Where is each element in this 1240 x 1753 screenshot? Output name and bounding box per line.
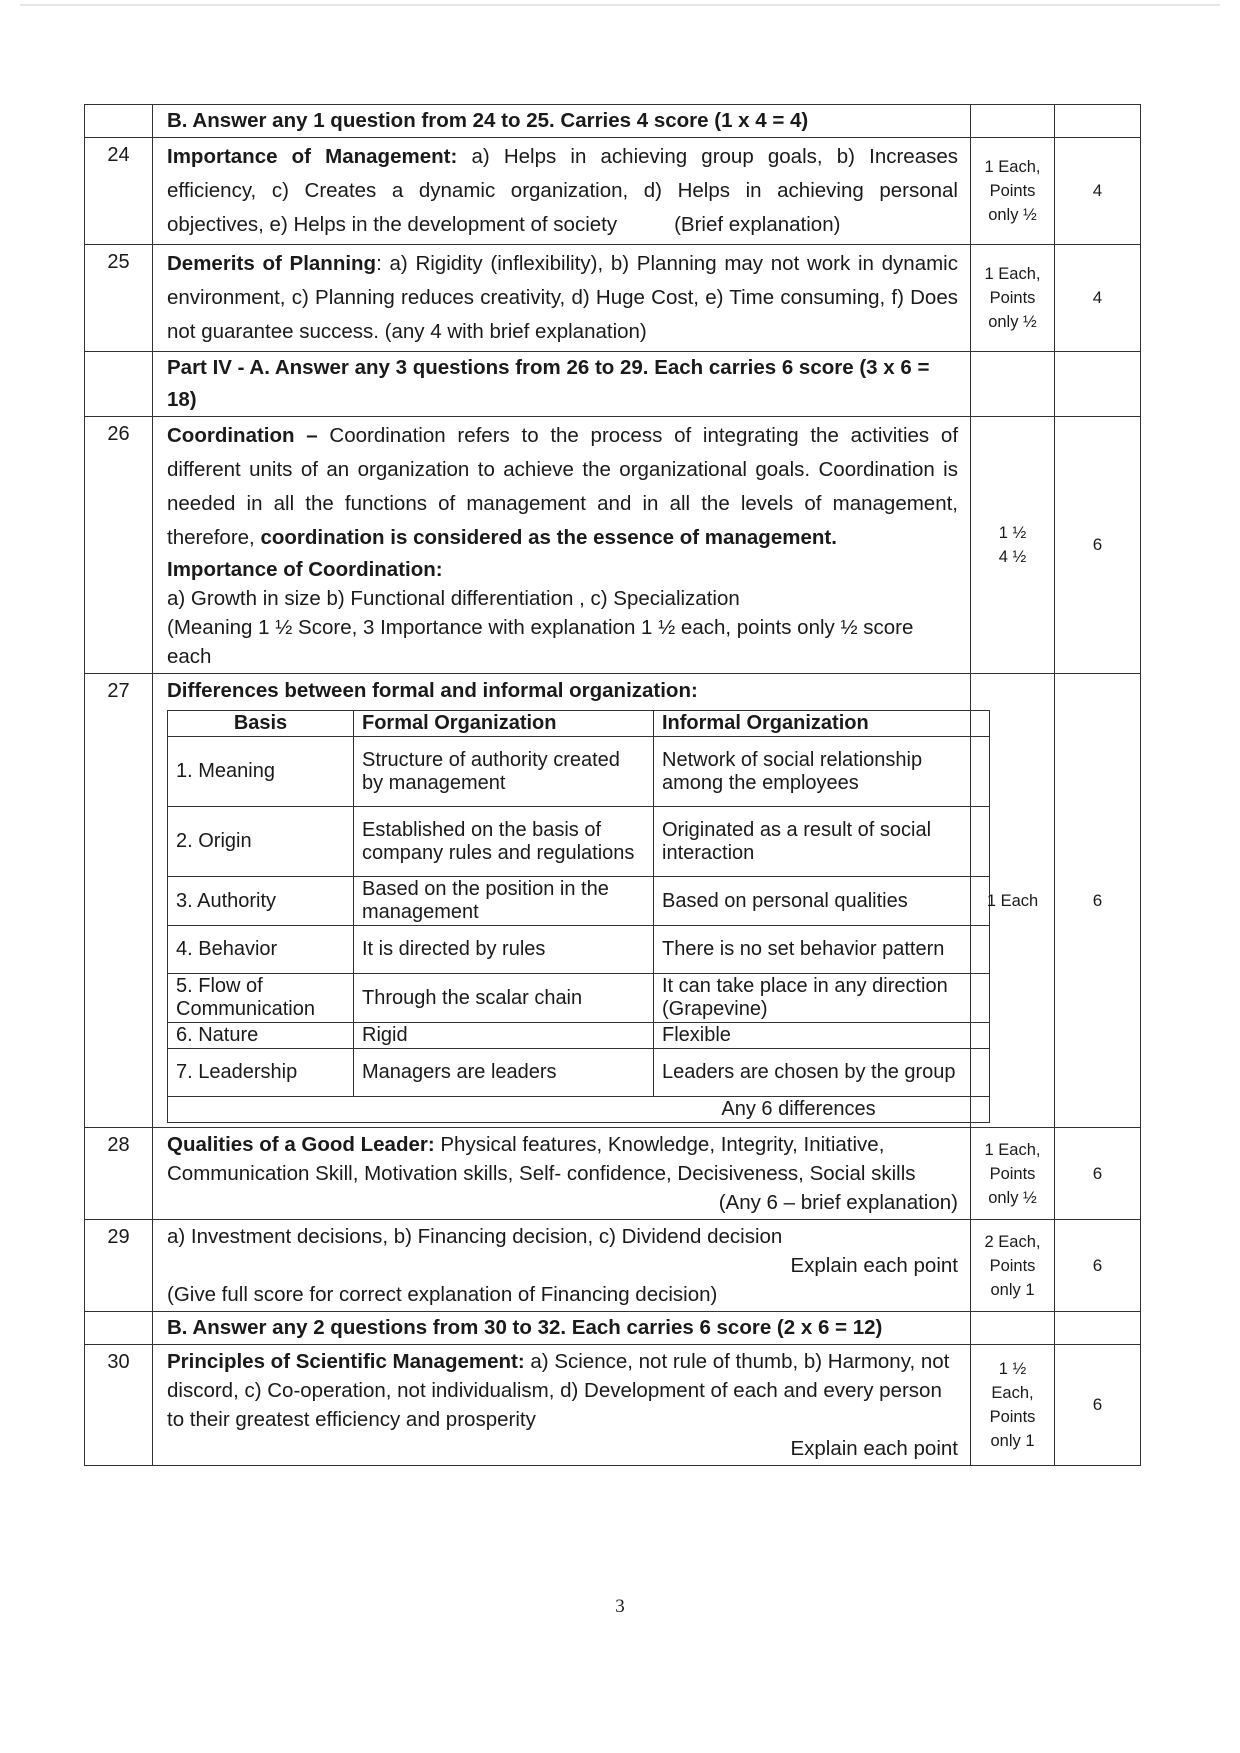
score-cell [971, 245, 1055, 352]
formal-cell: Structure of authority created by management [354, 737, 654, 807]
section-b2-header: B. Answer any 2 questions from 30 to 32. Each carries 6 score (2 x 6 = 12) [153, 1312, 971, 1345]
basis-cell: 3. Authority [168, 877, 354, 926]
answer-note: (Give full score for correct explanation of Financing decision) [167, 1283, 718, 1306]
score-line: 2 Each, [984, 1232, 1041, 1251]
total-score: 4 [1055, 138, 1141, 245]
answer-note: (Any 6 – brief explanation) [718, 1191, 958, 1214]
question-number: 28 [85, 1128, 153, 1220]
formal-cell: Established on the basis of company rules and regulations [354, 807, 654, 877]
basis-cell: 7. Leadership [168, 1049, 354, 1097]
part-4a-header: Part IV - A. Answer any 3 questions from 26 to 29. Each carries 6 score (3 x 6 = 18) [153, 352, 971, 417]
answer-title: Qualities of a Good Leader: [167, 1133, 435, 1156]
header-formal: Formal Organization [354, 711, 654, 737]
section-b2-header-row [85, 1312, 1141, 1345]
explain-note: Explain each point [790, 1437, 958, 1460]
score-cell [971, 138, 1055, 245]
answer-key-table [84, 104, 1141, 1466]
question-27-answer [153, 674, 971, 1128]
answer-note: (Meaning 1 ½ Score, 3 Importance with explanation 1 ½ each, points only ½ score each [167, 616, 914, 668]
informal-cell: Network of social relationship among the employees [654, 737, 990, 807]
score-cell [971, 1220, 1055, 1312]
answer-body: a) Science, not rule of thumb, b) Harmony, not discord, c) Co-operation, not individualism, d) Development of each and every person to their greatest efficiency and prosperity [167, 1350, 950, 1431]
score-cell [971, 1128, 1055, 1220]
score-line: only 1 [990, 1280, 1035, 1299]
question-24-row [85, 138, 1141, 245]
question-number: 29 [85, 1220, 153, 1312]
score-line: 1 ½ [998, 524, 1027, 542]
total-score: 6 [1055, 1220, 1141, 1312]
score-cell [971, 674, 1055, 1128]
score-line: 1 Each, [984, 158, 1041, 176]
answer-body: Coordination refers to the process of integrating the activities of different units of an organization to achieve the organizational goals. Coordination is needed in all the functions of management and in all the levels of management, therefore, [167, 424, 959, 549]
basis-cell: 4. Behavior [168, 926, 354, 974]
header-basis: Basis [168, 711, 354, 737]
score-line: only ½ [988, 206, 1037, 224]
answer-note: (Brief explanation) [674, 213, 841, 236]
question-27-row [85, 674, 1141, 1128]
formal-cell: It is directed by rules [354, 926, 654, 974]
answer-title: Demerits of Planning [167, 252, 377, 275]
total-score: 6 [1055, 417, 1141, 674]
answer-title: Coordination – [167, 424, 330, 447]
comparison-row [168, 877, 990, 926]
score-line: Points [989, 1164, 1036, 1183]
question-number: 26 [85, 417, 153, 674]
section-b-header-row [85, 105, 1141, 138]
basis-cell: 2. Origin [168, 807, 354, 877]
score-cell [971, 1345, 1055, 1466]
total-score: 6 [1055, 1345, 1141, 1466]
informal-cell: Flexible [654, 1023, 990, 1049]
score-line: only ½ [988, 1188, 1037, 1207]
score-line: Points [989, 1256, 1036, 1275]
answer-key-sheet [84, 104, 1140, 1466]
comparison-row [168, 974, 990, 1023]
formal-cell: Rigid [354, 1023, 654, 1049]
part-4a-header-row [85, 352, 1141, 417]
answer-body: a) Investment decisions, b) Financing decision, c) Dividend decision [167, 1225, 783, 1248]
score-line: 4 ½ [998, 548, 1027, 566]
question-24-answer [153, 138, 971, 245]
explain-note: Explain each point [790, 1254, 958, 1277]
total-score: 6 [1055, 674, 1141, 1128]
comparison-row [168, 1023, 990, 1049]
basis-cell: 1. Meaning [168, 737, 354, 807]
score-line: Each, [991, 1384, 1034, 1402]
informal-cell: It can take place in any direction (Grapevine) [654, 974, 990, 1023]
informal-cell: Originated as a result of social interaction [654, 807, 990, 877]
formal-cell: Managers are leaders [354, 1049, 654, 1097]
question-25-row [85, 245, 1141, 352]
score-line: only ½ [988, 313, 1037, 331]
question-30-answer [153, 1345, 971, 1466]
score-line: only 1 [990, 1432, 1035, 1450]
comparison-header-row [168, 711, 990, 737]
total-score: 4 [1055, 245, 1141, 352]
informal-cell: Based on personal qualities [654, 877, 990, 926]
total-score: 6 [1055, 1128, 1141, 1220]
question-number: 25 [85, 245, 153, 352]
importance-body: a) Growth in size b) Functional differentiation , c) Specialization [167, 587, 740, 610]
question-28-answer [153, 1128, 971, 1220]
question-number: 27 [85, 674, 153, 1128]
answer-body: : a) Rigidity (inflexibility), b) Planning may not work in dynamic environment, c) Planning reduces creativity, d) Huge Cost, e) Time consuming, f) Does not guarantee success. (any 4 with brief explanation) [167, 252, 958, 343]
score-line: Points [989, 1408, 1036, 1426]
answer-title: Importance of Management: [167, 145, 458, 168]
question-26-answer [153, 417, 971, 674]
answer-emphasis: coordination is considered as the essence of management. [260, 526, 837, 549]
question-28-row [85, 1128, 1141, 1220]
comparison-row [168, 1049, 990, 1097]
formal-cell: Based on the position in the management [354, 877, 654, 926]
page-number: 3 [615, 1596, 625, 1617]
answer-body: Physical features, Knowledge, Integrity, Initiative, Communication Skill, Motivation skills, Self- confidence, Decisiveness, Social skills [167, 1133, 916, 1185]
comparison-footer: Any 6 differences [168, 1097, 990, 1123]
question-25-answer [153, 245, 971, 352]
question-29-row [85, 1220, 1141, 1312]
answer-body: a) Helps in achieving group goals, b) Increases efficiency, c) Creates a dynamic organization, d) Helps in achieving personal objectives, e) Helps in the development of society [167, 145, 958, 236]
answer-title: Principles of Scientific Management: [167, 1350, 525, 1373]
basis-cell: 5. Flow of Communication [168, 974, 354, 1023]
question-30-row [85, 1345, 1141, 1466]
comparison-row [168, 807, 990, 877]
answer-title: Differences between formal and informal organization: [167, 679, 698, 702]
score-line: 1 Each, [984, 1140, 1041, 1159]
informal-cell: Leaders are chosen by the group [654, 1049, 990, 1097]
question-26-row [85, 417, 1141, 674]
question-number: 30 [85, 1345, 153, 1466]
comparison-table [167, 710, 990, 1123]
score-line: Points [989, 289, 1036, 307]
score-cell [971, 417, 1055, 674]
comparison-row [168, 737, 990, 807]
question-number: 24 [85, 138, 153, 245]
basis-cell: 6. Nature [168, 1023, 354, 1049]
question-29-answer [153, 1220, 971, 1312]
score-line: 1 ½ [998, 1360, 1027, 1378]
scan-edge-line [20, 4, 1220, 6]
section-b-header: B. Answer any 1 question from 24 to 25. Carries 4 score (1 x 4 = 4) [153, 105, 971, 138]
comparison-footer-row [168, 1097, 990, 1123]
informal-cell: There is no set behavior pattern [654, 926, 990, 974]
importance-title: Importance of Coordination: [167, 558, 443, 581]
score-line: 1 Each, [984, 265, 1041, 283]
score-line: 1 Each [986, 891, 1039, 910]
comparison-row [168, 926, 990, 974]
header-informal: Informal Organization [654, 711, 990, 737]
score-line: Points [989, 182, 1036, 200]
formal-cell: Through the scalar chain [354, 974, 654, 1023]
